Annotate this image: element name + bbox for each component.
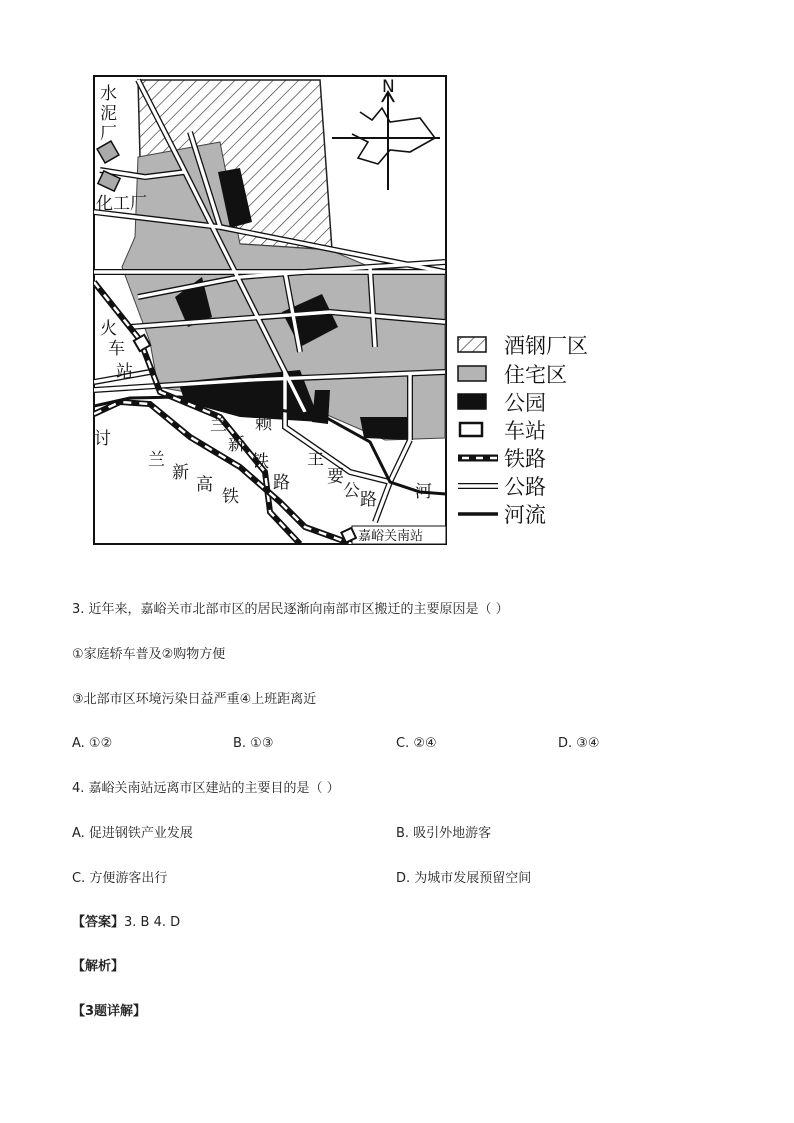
cement-label-2: 泥 [100,104,117,124]
lanxin-hsr-4: 铁 [222,487,239,507]
q3-option-d: D. ③④ [558,736,600,751]
legend-railway-label: 铁路 [504,447,546,471]
q4-option-d: D. 为城市发展预留空间 [396,871,532,886]
q3-statement-2: ③北部市区环境污染日益严重④上班距离近 [72,692,317,707]
legend-park-label: 公园 [504,391,546,415]
q3-option-a: A. ①② [72,736,113,751]
q4-option-b: B. 吸引外地游客 [396,826,492,841]
cement-label-1: 水 [100,84,117,104]
q4-option-c: C. 方便游客出行 [72,871,168,886]
main-road-1: 主 [307,449,324,469]
city-map [90,72,610,552]
legend-station-label: 车站 [504,419,546,443]
cement-label-3: 厂 [100,124,117,144]
lanxin-hsr-1: 兰 [148,450,165,470]
analysis-label: 【解析】 [72,959,125,974]
main-road-4: 路 [360,490,377,510]
tao-label: 讨 [94,429,111,449]
train-label-1: 火 [100,319,117,339]
q3-stem: 3. 近年来，嘉峪关市北部市区的居民逐渐向南部市区搬迁的主要原因是（ ） [72,602,509,617]
main-road-3: 公 [343,481,360,501]
answer-label: 【答案】 [72,915,125,930]
q4-stem: 4. 嘉峪关南站远离市区建站的主要目的是（ ） [72,781,340,796]
north-label: N [382,77,395,97]
detail-label: 【3题详解】 [72,1004,147,1019]
lanxin-hsr-2: 新 [172,463,189,483]
train-label-2: 车 [108,339,125,359]
legend-park-swatch [458,394,486,409]
lanxin-rail-3: 铁 [252,452,269,472]
q3-option-c: C. ②④ [396,736,437,751]
south-station-label: 嘉峪关南站 [358,529,424,544]
lanxin-rail-4: 路 [273,473,290,493]
park [360,417,412,440]
legend-residential-swatch [458,366,486,381]
train-label-3: 站 [116,362,133,382]
legend-station-swatch [460,423,482,436]
lanxin-rail-2: 新 [228,435,245,455]
legend-river-label: 河流 [504,503,546,527]
legend-road-label: 公路 [504,475,546,499]
q3-option-b: B. ①③ [233,736,274,751]
legend [456,334,588,527]
lanxin-hsr-3: 高 [196,475,213,495]
chemical-label: 化工厂 [96,194,147,214]
legend-residential-label: 住宅区 [504,363,567,387]
legend-steel-label: 酒钢厂区 [504,334,588,358]
lai-label: 赖 [255,414,272,434]
answer-value: 3. B 4. D [124,915,181,930]
q4-option-a: A. 促进钢铁产业发展 [72,826,193,841]
river-label: 河 [415,482,432,502]
q3-statement-1: ①家庭轿车普及②购物方便 [72,647,226,662]
answer-line [72,914,180,932]
lanxin-rail-1: 兰 [210,415,227,435]
legend-steel-swatch [458,337,486,352]
main-road-2: 要 [327,467,344,487]
